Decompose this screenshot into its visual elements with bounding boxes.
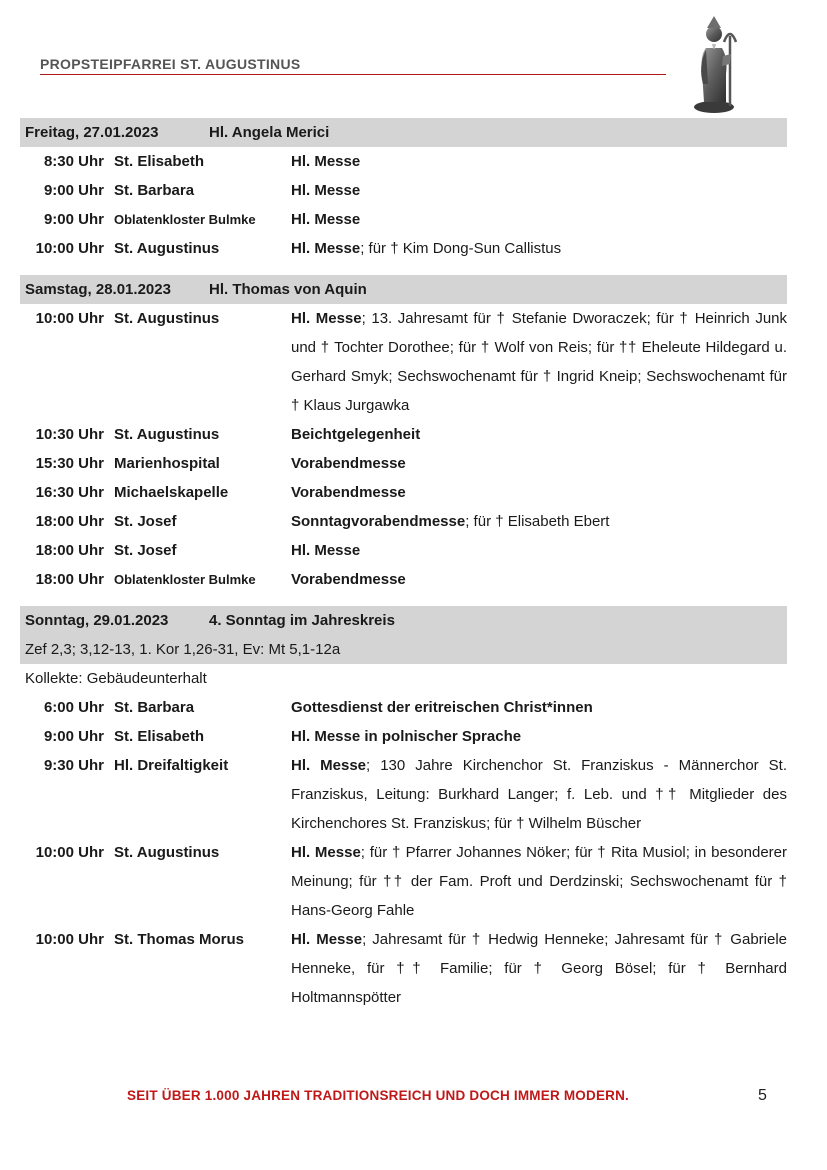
service-time: 8:30 Uhr: [43, 153, 104, 170]
service-title: Hl. Messe: [291, 310, 362, 327]
day-header: [20, 606, 787, 635]
parish-name: PROPSTEIPFARREI ST. AUGUSTINUS: [40, 56, 301, 72]
service-place: Oblatenkloster Bulmke: [114, 572, 256, 587]
service-time: 10:00 Uhr: [35, 931, 104, 948]
service-title: Beichtgelegenheit: [291, 426, 421, 443]
saint-statue-icon: [690, 14, 742, 114]
service-time: 10:30 Uhr: [35, 426, 104, 443]
service-title: Hl. Messe: [291, 757, 367, 774]
service-title: Hl. Messe: [291, 931, 363, 948]
service-time: 9:00 Uhr: [43, 182, 104, 199]
service-description: [291, 565, 787, 594]
service-time: 10:00 Uhr: [35, 844, 104, 861]
service-title: Hl. Messe: [291, 182, 361, 199]
service-description: [291, 722, 787, 751]
day-feast: Hl. Thomas von Aquin: [209, 281, 367, 298]
service-time: 18:00 Uhr: [35, 542, 104, 559]
service-description: [291, 234, 787, 263]
service-time: 16:30 Uhr: [35, 484, 104, 501]
service-time: 18:00 Uhr: [35, 571, 104, 588]
service-place: St. Elisabeth: [114, 153, 205, 170]
page-number: 5: [758, 1087, 767, 1104]
service-row: [20, 925, 787, 1012]
schedule: [20, 118, 787, 1012]
day-date: Samstag, 28.01.2023: [25, 281, 171, 298]
service-title: Vorabendmesse: [291, 455, 406, 472]
service-place: Michaelskapelle: [114, 484, 229, 501]
service-time: 9:30 Uhr: [43, 757, 104, 774]
service-description: [291, 478, 787, 507]
service-row: [20, 147, 787, 176]
service-title: Vorabendmesse: [291, 484, 406, 501]
service-place: St. Josef: [114, 542, 177, 559]
service-time: 15:30 Uhr: [35, 455, 104, 472]
service-description: [291, 536, 787, 565]
footer-slogan: SEIT ÜBER 1.000 JAHREN TRADITIONSREICH UND DOCH IMMER MODERN.: [127, 1088, 629, 1103]
service-time: 9:00 Uhr: [43, 728, 104, 745]
service-title: Sonntagvorabendmesse: [291, 513, 466, 530]
service-time: 6:00 Uhr: [43, 699, 104, 716]
service-row: [20, 722, 787, 751]
service-description: [291, 304, 787, 420]
service-place: St. Augustinus: [114, 426, 220, 443]
service-title: Hl. Messe: [291, 211, 361, 228]
service-row: [20, 234, 787, 263]
service-description: [291, 147, 787, 176]
service-row: [20, 449, 787, 478]
service-detail: ; 130 Jahre Kirchenchor St. Franziskus - Männerchor St. Franziskus, Leitung: Burkhard Langer; f. Leb. und †† Mitglieder des Kirchenchores St. Franziskus; für † Wilhelm Büscher: [291, 757, 787, 832]
service-title: Gottesdienst der eritreischen Christ*innen: [291, 699, 593, 716]
day-feast: Hl. Angela Merici: [209, 124, 330, 141]
day-header: [20, 275, 787, 304]
service-place: Hl. Dreifaltigkeit: [114, 757, 229, 774]
service-row: [20, 205, 787, 234]
day-readings: Zef 2,3; 3,12-13, 1. Kor 1,26-31, Ev: Mt 5,1-12a: [20, 635, 787, 664]
service-time: 10:00 Uhr: [35, 310, 104, 327]
day-date: Sonntag, 29.01.2023: [25, 612, 169, 629]
service-detail: ; für † Kim Dong-Sun Callistus: [360, 240, 562, 257]
service-title: Hl. Messe: [291, 240, 361, 257]
service-time: 10:00 Uhr: [35, 240, 104, 257]
service-place: St. Augustinus: [114, 844, 220, 861]
page-header: [40, 56, 666, 75]
service-description: [291, 449, 787, 478]
service-row: [20, 751, 787, 838]
service-description: [291, 507, 787, 536]
service-row: [20, 304, 787, 420]
service-place: St. Elisabeth: [114, 728, 205, 745]
service-description: [291, 838, 787, 925]
service-title: Hl. Messe in polnischer Sprache: [291, 728, 522, 745]
service-place: St. Josef: [114, 513, 177, 530]
service-place: St. Barbara: [114, 182, 195, 199]
service-title: Hl. Messe: [291, 844, 361, 861]
service-row: [20, 478, 787, 507]
service-row: [20, 176, 787, 205]
service-description: [291, 925, 787, 1012]
service-row: [20, 507, 787, 536]
service-place: St. Thomas Morus: [114, 931, 245, 948]
service-place: St. Augustinus: [114, 310, 220, 327]
service-detail: ; 13. Jahresamt für † Stefanie Dworaczek; für † Heinrich Junk und † Tochter Dorothee; für † Wolf von Reis; für †† Eheleute Hildegard u. Gerhard Smyk; Sechswochenamt für † Ingrid Kneip; Sechswochenamt für † Klaus Jurgawka: [291, 310, 787, 414]
day-header: [20, 118, 787, 147]
service-time: 9:00 Uhr: [43, 211, 104, 228]
day-collection: Kollekte: Gebäudeunterhalt: [25, 670, 207, 687]
service-description: [291, 693, 787, 722]
service-title: Vorabendmesse: [291, 571, 406, 588]
service-row: [20, 838, 787, 925]
service-description: [291, 205, 787, 234]
service-description: [291, 176, 787, 205]
service-place: Marienhospital: [114, 455, 220, 472]
service-row: [20, 420, 787, 449]
service-time: 18:00 Uhr: [35, 513, 104, 530]
service-place: Oblatenkloster Bulmke: [114, 212, 256, 227]
service-place: St. Augustinus: [114, 240, 220, 257]
service-title: Hl. Messe: [291, 542, 361, 559]
service-row: [20, 536, 787, 565]
service-detail: ; für † Elisabeth Ebert: [465, 513, 610, 530]
service-row: [20, 693, 787, 722]
service-row: [20, 565, 787, 594]
service-detail: ; Jahresamt für † Hedwig Henneke; Jahresamt für † Gabriele Henneke, für †† Familie; für † Georg Bösel; für † Bernhard Holtmannspötter: [291, 931, 788, 1006]
service-description: [291, 751, 787, 838]
day-feast: 4. Sonntag im Jahreskreis: [209, 612, 395, 629]
day-date: Freitag, 27.01.2023: [25, 124, 159, 141]
service-detail: ; für † Pfarrer Johannes Nöker; für † Rita Musiol; in besonderer Meinung; für †† der Fam. Proft und Derdzinski; Sechswochenamt für † Hans-Georg Fahle: [291, 844, 787, 919]
service-description: [291, 420, 787, 449]
service-place: St. Barbara: [114, 699, 195, 716]
service-title: Hl. Messe: [291, 153, 361, 170]
